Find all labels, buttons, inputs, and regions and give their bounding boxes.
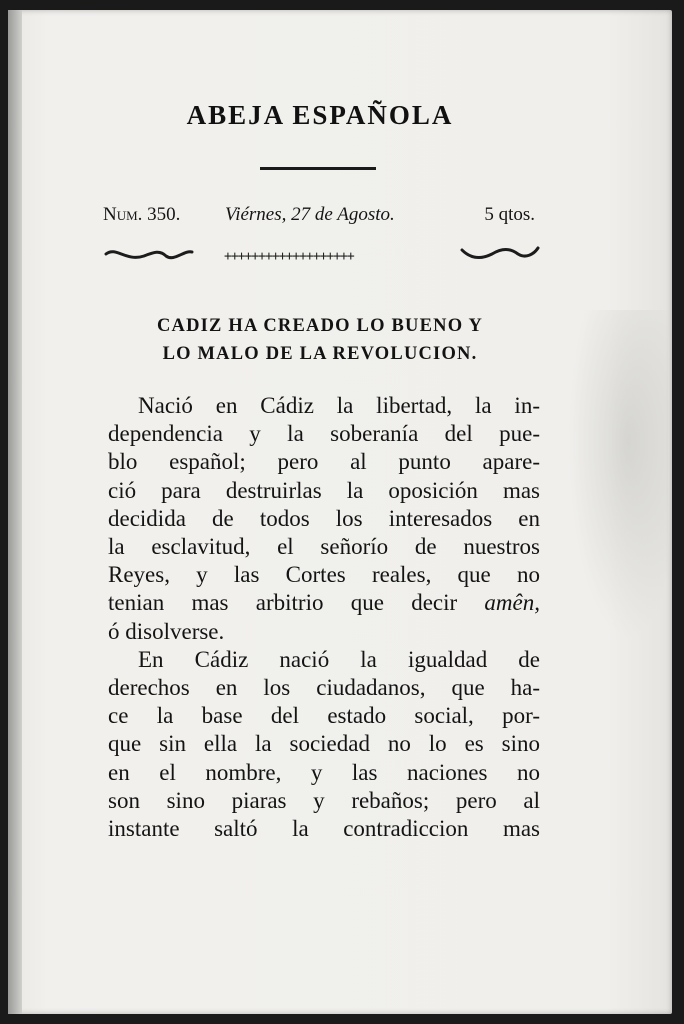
text-line: Nació en Cádiz la libertad, la in- xyxy=(138,393,540,418)
italic-word: amên, xyxy=(484,590,540,616)
text-line: son sino piaras y rebaños; pero al xyxy=(108,787,540,813)
article-body xyxy=(108,392,540,843)
text-line: blo español; pero al punto apare- xyxy=(108,449,540,475)
text-line-with-italic xyxy=(108,589,540,617)
text-line: ó disolverse. xyxy=(108,618,225,644)
text-line: la esclavitud, el señorío de nuestros xyxy=(108,534,540,560)
masthead-rule xyxy=(260,167,376,170)
text-line: en el nombre, y las naciones no xyxy=(108,759,540,785)
ornament-band xyxy=(100,240,536,268)
text-segment: tenian mas arbitrio que decir xyxy=(108,590,485,616)
text-line: decidida de todos los interesados en xyxy=(108,505,540,531)
text-line: ce la base del estado social, por- xyxy=(108,703,540,729)
issue-price: 5 qtos. xyxy=(484,204,535,225)
text-line: instante saltó la contradiccion mas xyxy=(108,816,540,842)
right-flourish-icon xyxy=(460,240,540,268)
text-line: que sin ella la sociedad no lo es sino xyxy=(108,731,540,757)
headline-line-2: LO MALO DE LA REVOLUCION. xyxy=(162,344,478,364)
article-headline xyxy=(100,312,540,368)
ink-bleed-stain xyxy=(568,310,668,640)
ornament-row: +++++++++++++++++++ xyxy=(224,249,354,264)
text-line: ció para destruirlas la oposición mas xyxy=(108,477,540,503)
issue-date: Viérnes, 27 de Agosto. xyxy=(225,204,395,225)
issue-number: Num. 350. xyxy=(103,204,181,225)
page-gutter xyxy=(8,10,22,1014)
masthead-title: ABEJA ESPAÑOLA xyxy=(186,100,454,130)
text-line: Reyes, y las Cortes reales, que no xyxy=(108,562,540,588)
headline-line-1: CADIZ HA CREADO LO BUENO Y xyxy=(156,316,484,336)
text-line: En Cádiz nació la igualdad de xyxy=(138,646,540,672)
left-flourish-icon xyxy=(104,240,194,268)
text-line: dependencia y la soberanía del pue- xyxy=(108,421,540,447)
text-line: derechos en los ciudadanos, que ha- xyxy=(108,675,540,701)
